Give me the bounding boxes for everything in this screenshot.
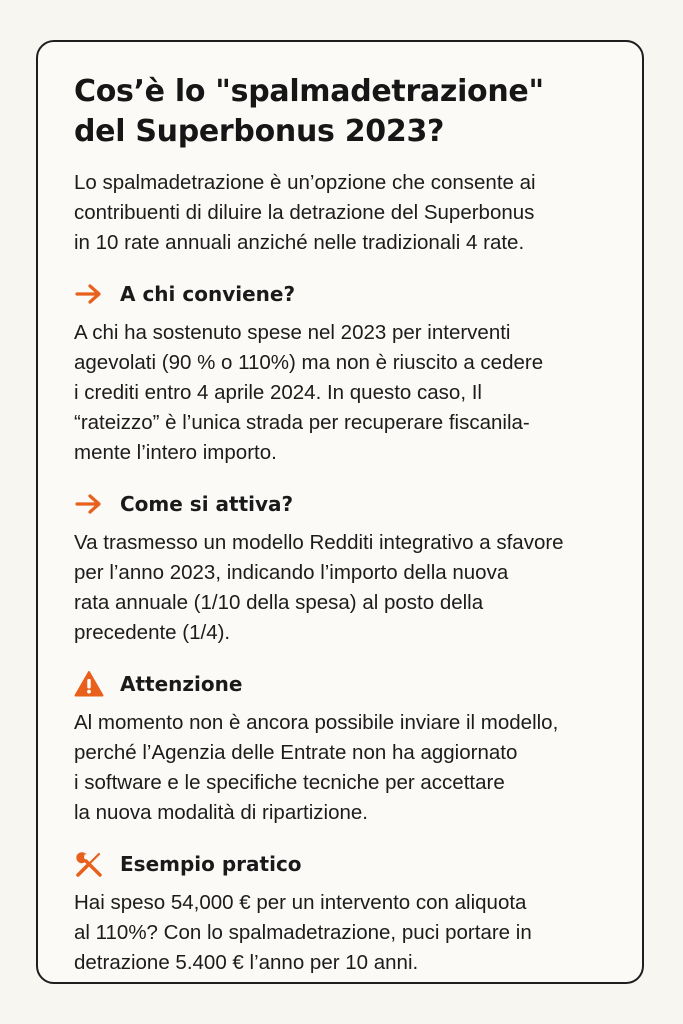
page-title bbox=[74, 72, 608, 152]
section-body bbox=[74, 528, 608, 648]
body-line: mente l’intero importo. bbox=[74, 441, 277, 464]
title-line: Cos’è lo "spalmadetrazione" bbox=[74, 74, 544, 109]
body-line: Va trasmesso un modello Redditi integrativo a sfavore bbox=[74, 531, 564, 554]
section-title: A chi conviene? bbox=[120, 282, 296, 306]
section-body bbox=[74, 888, 608, 978]
section-a-chi-conviene bbox=[74, 278, 608, 468]
body-line: Al momento non è ancora possibile inviare il modello, bbox=[74, 711, 559, 734]
body-line: i crediti entro 4 aprile 2024. In questo caso, Il bbox=[74, 381, 482, 404]
body-line: precedente (1/4). bbox=[74, 621, 231, 644]
intro-paragraph bbox=[74, 168, 608, 258]
body-line: i software e le specifiche tecniche per accettare bbox=[74, 771, 505, 794]
section-attenzione bbox=[74, 668, 608, 828]
section-title: Come si attiva? bbox=[120, 492, 294, 516]
section-body bbox=[74, 318, 608, 468]
info-card bbox=[36, 40, 644, 984]
title-line: del Superbonus 2023? bbox=[74, 114, 445, 149]
tools-icon bbox=[74, 850, 108, 878]
section-esempio-pratico bbox=[74, 848, 608, 978]
section-header bbox=[74, 668, 608, 700]
body-line: agevolati (90 % o 110%) ma non è riuscito a cedere bbox=[74, 351, 544, 374]
section-come-si-attiva bbox=[74, 488, 608, 648]
section-body bbox=[74, 708, 608, 828]
body-line: la nuova modalità di ripartizione. bbox=[74, 801, 368, 824]
section-header bbox=[74, 278, 608, 310]
body-line: perché l’Agenzia delle Entrate non ha aggiornato bbox=[74, 741, 518, 764]
body-line: rata annuale (1/10 della spesa) al posto della bbox=[74, 591, 484, 614]
warning-icon bbox=[74, 670, 108, 698]
section-header bbox=[74, 488, 608, 520]
body-line: A chi ha sostenuto spese nel 2023 per interventi bbox=[74, 321, 511, 344]
section-header bbox=[74, 848, 608, 880]
section-title: Esempio pratico bbox=[120, 852, 302, 876]
body-line: al 110%? Con lo spalmadetrazione, puci portare in bbox=[74, 921, 532, 944]
body-line: “rateizzo” è l’unica strada per recuperare fiscanila- bbox=[74, 411, 530, 434]
arrow-right-icon bbox=[74, 280, 108, 308]
section-title: Attenzione bbox=[120, 672, 243, 696]
arrow-right-icon bbox=[74, 490, 108, 518]
intro-line: Lo spalmadetrazione è un’opzione che consente ai bbox=[74, 171, 536, 194]
intro-line: contribuenti di diluire la detrazione del Superbonus bbox=[74, 201, 535, 224]
intro-line: in 10 rate annuali anziché nelle tradizionali 4 rate. bbox=[74, 231, 525, 254]
body-line: detrazione 5.400 € l’anno per 10 anni. bbox=[74, 951, 419, 974]
body-line: per l’anno 2023, indicando l’importo della nuova bbox=[74, 561, 509, 584]
body-line: Hai speso 54,000 € per un intervento con aliquota bbox=[74, 891, 527, 914]
